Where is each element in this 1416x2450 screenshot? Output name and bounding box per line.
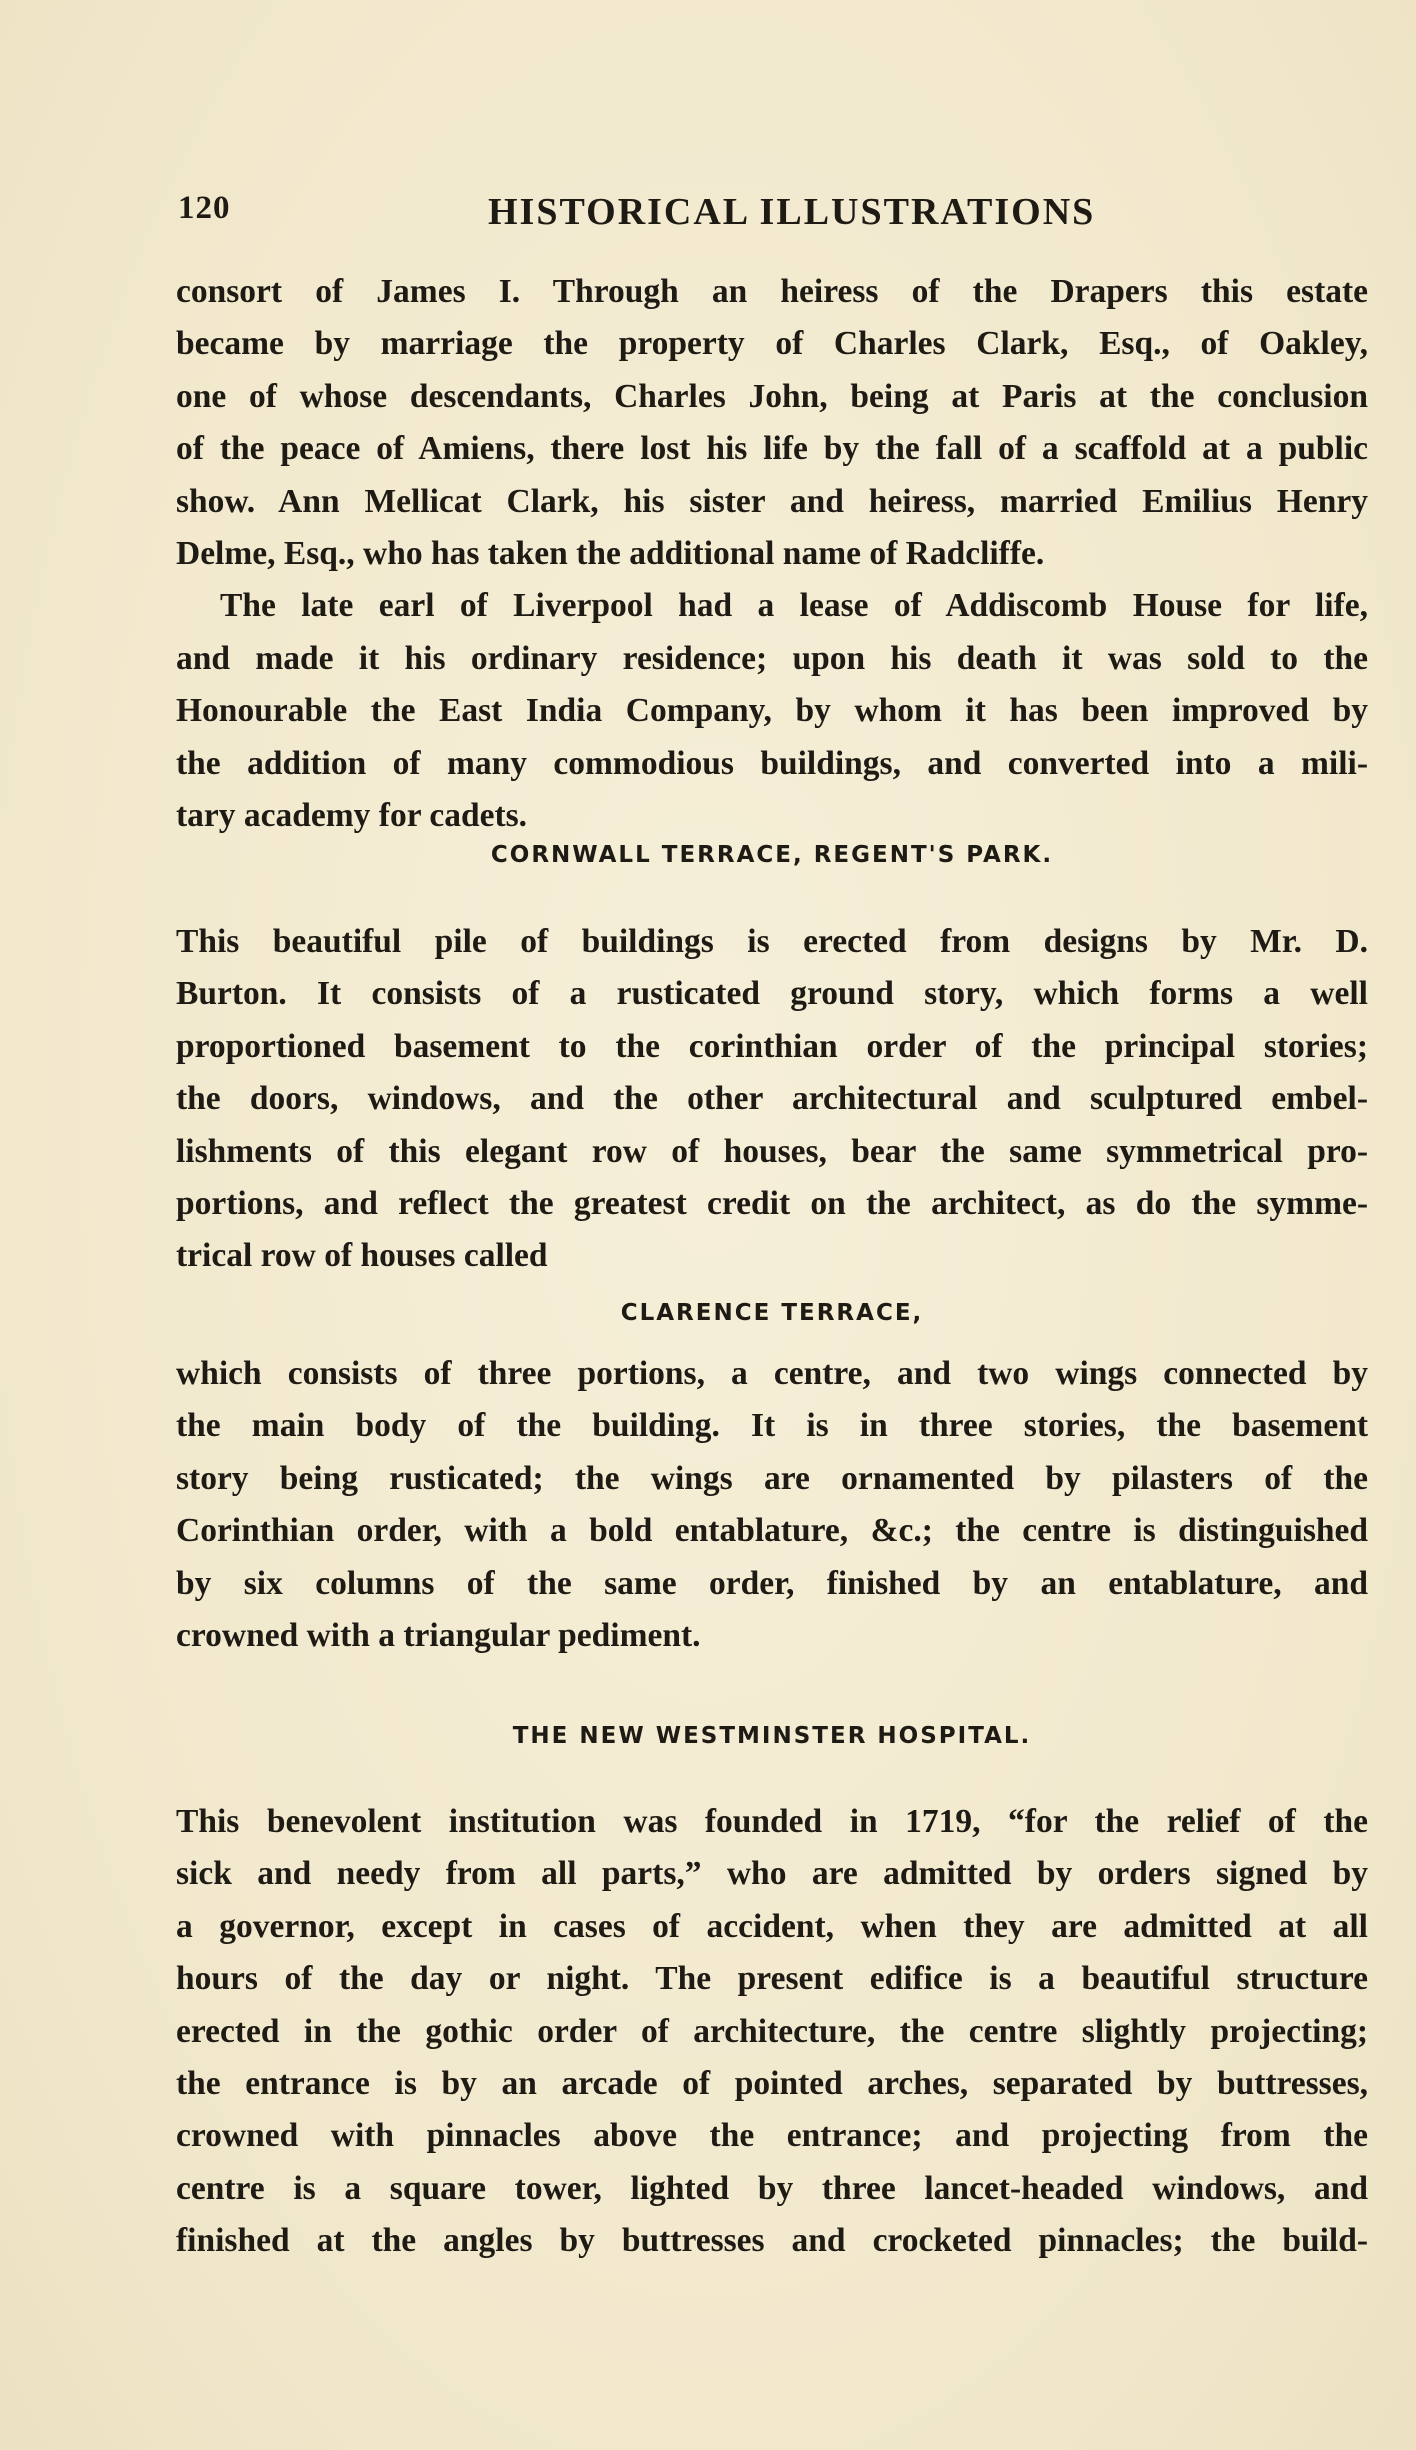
- text-line: sick and needy from all parts,” who are admitted by orders signed by: [176, 1855, 1368, 1893]
- intro-paragraphs: [176, 266, 1368, 842]
- text-line: Delme, Esq., who has taken the additional name of Radcliffe.: [176, 534, 1045, 572]
- text-line: story being rusticated; the wings are ornamented by pilasters of the: [176, 1459, 1368, 1497]
- text-line: the doors, windows, and the other architectural and sculptured embel-: [176, 1080, 1368, 1118]
- text-line: The late earl of Liverpool had a lease of Addiscomb House for life,: [220, 587, 1368, 625]
- text-line: erected in the gothic order of architecture, the centre slightly projecting;: [176, 2012, 1368, 2050]
- text-line: became by marriage the property of Charles Clark, Esq., of Oakley,: [176, 325, 1368, 363]
- text-line: the entrance is by an arcade of pointed arches, separated by buttresses,: [176, 2064, 1368, 2102]
- text-line: trical row of houses called: [176, 1237, 548, 1275]
- text-line: a governor, except in cases of accident, when they are admitted at all: [176, 1907, 1368, 1945]
- text-line: lishments of this elegant row of houses, bear the same symmetrical pro-: [176, 1132, 1368, 1170]
- text-line: show. Ann Mellicat Clark, his sister and heiress, married Emilius Henry: [176, 482, 1368, 520]
- text-line: crowned with pinnacles above the entrance; and projecting from the: [176, 2117, 1368, 2155]
- westminster-hospital-paragraph: [176, 1796, 1368, 2268]
- text-line: the addition of many commodious buildings, and converted into a mili-: [176, 744, 1368, 782]
- text-line: Burton. It consists of a rusticated ground story, which forms a well: [176, 975, 1368, 1013]
- running-title: HISTORICAL ILLUSTRATIONS: [488, 191, 1096, 233]
- text-line: Corinthian order, with a bold entablature, &c.; the centre is distinguished: [176, 1512, 1368, 1550]
- section-heading-cornwall-terrace: CORNWALL TERRACE, REGENT'S PARK.: [490, 842, 1054, 868]
- text-line: which consists of three portions, a centre, and two wings connected by: [176, 1355, 1368, 1392]
- text-line: proportioned basement to the corinthian order of the principal stories;: [176, 1027, 1368, 1065]
- text-line: Honourable the East India Company, by whom it has been improved by: [176, 692, 1368, 730]
- text-line: hours of the day or night. The present edifice is a beautiful structure: [176, 1960, 1368, 1998]
- text-line: of the peace of Amiens, there lost his life by the fall of a scaffold at a public: [176, 430, 1368, 468]
- section-heading-clarence-terrace: CLARENCE TERRACE,: [620, 1300, 924, 1326]
- text-line: finished at the angles by buttresses and crocketed pinnacles; the build-: [176, 2222, 1368, 2260]
- text-line: centre is a square tower, lighted by three lancet-headed windows, and: [176, 2169, 1368, 2207]
- text-line: the main body of the building. It is in three stories, the basement: [176, 1407, 1368, 1445]
- page-number: 120: [178, 190, 231, 226]
- text-line: by six columns of the same order, finished by an entablature, and: [176, 1564, 1368, 1602]
- section-heading-westminster-hospital: THE NEW WESTMINSTER HOSPITAL.: [512, 1723, 1032, 1749]
- text-line: portions, and reflect the greatest credit on the architect, as do the symme-: [176, 1184, 1368, 1222]
- running-head: [178, 190, 1368, 240]
- text-line: This beautiful pile of buildings is erected from designs by Mr. D.: [176, 923, 1368, 960]
- text-line: This benevolent institution was founded in 1719, “for the relief of the: [176, 1803, 1368, 1840]
- text-line: crowned with a triangular pediment.: [176, 1616, 701, 1654]
- clarence-terrace-paragraph: [176, 1348, 1368, 1662]
- text-line: tary academy for cadets.: [176, 796, 528, 834]
- text-line: consort of James I. Through an heiress of the Drapers this estate: [176, 273, 1368, 310]
- cornwall-terrace-paragraph: [176, 916, 1368, 1283]
- text-line: and made it his ordinary residence; upon his death it was sold to the: [176, 639, 1368, 677]
- text-line: one of whose descendants, Charles John, being at Paris at the conclusion: [176, 377, 1368, 415]
